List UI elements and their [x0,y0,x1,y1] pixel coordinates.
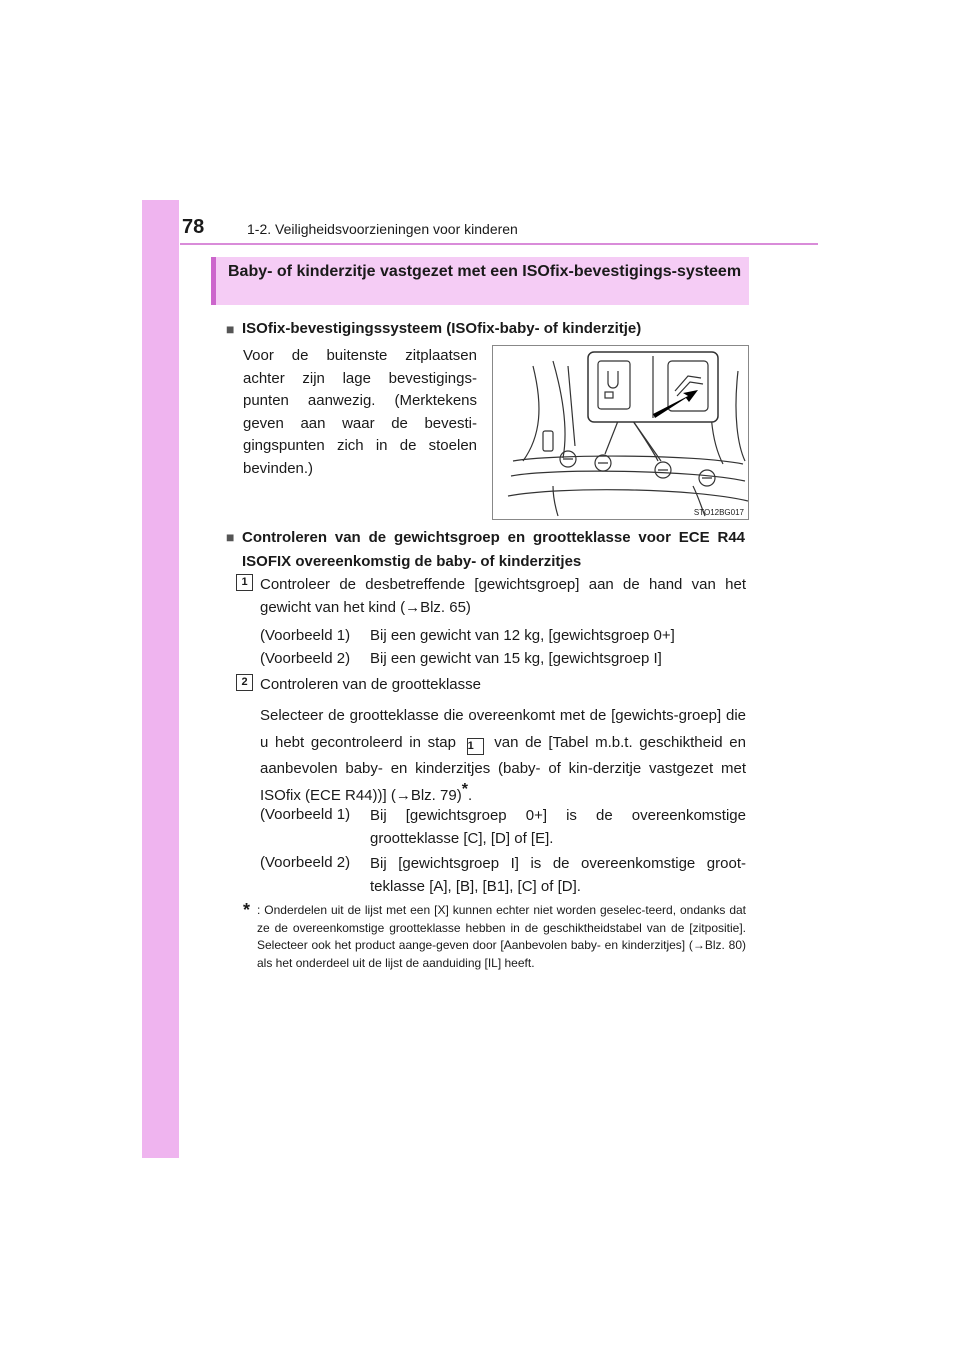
step-2-text-after: van de [Tabel m.b.t. geschiktheid en aanbevolen baby- en kinderzitjes (baby- of kin-derzitje vastgezet met ISOfix (ECE R44))] (→Blz. 79) [260,733,746,804]
step-2-text-before: Selecteer de grootteklasse die overeenkomt met de [gewichts-groep] die u hebt gecontroleerd in stap [260,707,746,751]
section-heading-box [211,257,749,305]
square-bullet-icon: ■ [226,321,235,337]
step-2-example-1-label: (Voorbeeld 1) [260,806,351,823]
step-1-example-1-text: Bij een gewicht van 12 kg, [gewichtsgroep 0+] [370,627,675,644]
step-1-inline-badge: 1 [467,738,484,755]
check-heading: Controleren van de gewichtsgroep en grootteklasse voor ECE R44 ISOFIX overeenkomstig de baby- of kinderzitjes [242,529,745,570]
footnote-marker: * [243,900,251,920]
step-1-example-2-label: (Voorbeeld 2) [260,650,351,667]
running-head: 1-2. Veiligheidsvoorzieningen voor kinderen [247,221,518,237]
step-2-text-end: . [467,786,473,804]
seat-drawing [493,346,749,520]
isofix-seat-illustration [492,345,749,520]
isofix-heading: ISOfix-bevestigingssysteem (ISOfix-baby- of kinderzitje) [242,320,642,337]
step-2-example-1-text: Bij [gewichtsgroep 0+] is de overeenkomstige grootteklasse [C], [D] of [E]. [370,807,746,847]
step-1-example-1-label: (Voorbeeld 1) [260,627,351,644]
section-title: Baby- of kinderzitje vastgezet met een ISOfix-bevestigings-systeem [228,263,742,280]
page-number: 78 [182,216,205,238]
step-1-example-2-text: Bij een gewicht van 15 kg, [gewichtsgroep I] [370,650,662,667]
footnote [243,902,746,972]
step-1-badge: 1 [236,574,253,591]
step-2-title: Controleren van de grootteklasse [260,676,481,693]
footnote-text: : Onderdelen uit de lijst met een [X] kunnen echter niet worden geselec-teerd, ondanks dat ze de overeenkomstige grootteklasse hebben in de geschiktheidstabel van de [zitpositie]. Selecteer ook het product aange-geven door [Aanbevolen baby- en kinderzitjes] (→Blz. 80) als het onderdeel uit de lijst de aanduiding [IL] heeft. [257,903,746,970]
isofix-body: Voor de buitenste zitplaatsen achter zijn lage bevestigings-punten aanwezig. (Merktekens geven aan waar de bevesti-gingspunten zich in de stoelen bevinden.) [243,347,477,477]
step-1-text: Controleer de desbetreffende [gewichtsgroep] aan de hand van het gewicht van het kind (→Blz. 65) [260,576,746,616]
step-2-text [260,703,746,809]
figure-code: STO12BG017 [693,508,744,517]
square-bullet-icon: ■ [226,529,235,545]
step-2-example-2-label: (Voorbeeld 2) [260,854,351,871]
chapter-tab-bar [142,200,179,1158]
asterisk-marker: * [461,780,468,798]
step-2-badge: 2 [236,674,253,691]
header-rule [180,243,818,245]
step-2-example-2-text: Bij [gewichtsgroep I] is de overeenkomstige groot-teklasse [A], [B], [B1], [C] of [D]. [370,855,746,895]
